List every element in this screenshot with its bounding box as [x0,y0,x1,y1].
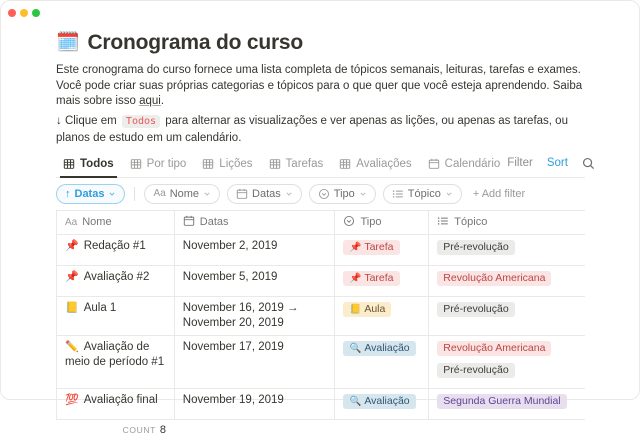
hint-suffix: para alternar as visualizações e ver apenas as lições, ou apenas as tarefas, ou planos de estudo em um calendário. [56,114,568,144]
tab-label: Avaliações [356,157,412,170]
tag-revolucao-americana [437,341,551,356]
calendar-icon [236,188,248,200]
tag-pre-revolucao [437,302,514,317]
column-header-nome[interactable] [57,211,175,234]
table-row [56,336,585,389]
filter-bar-divider [134,187,135,201]
chevron-down-icon [285,190,293,198]
filter-chip-topico[interactable] [383,184,462,204]
todos-code-chip: Todos [122,115,160,128]
select-icon [318,188,330,200]
select-icon [343,215,355,230]
filter-chip-nome[interactable] [144,184,220,204]
tag-emoji-icon: 📌 [349,241,362,253]
column-header-datas[interactable] [175,211,336,234]
sort-arrow-up-icon: ↑ [65,187,71,200]
database-table [56,210,585,440]
table-icon [63,158,75,170]
tag-emoji-icon: 📒 [349,303,362,315]
view-toolbar [507,157,595,177]
cell-name[interactable] [57,266,175,296]
tab-licoes[interactable] [195,154,259,177]
tag-label: Aula [364,302,386,315]
cell-topico[interactable] [429,389,585,419]
page-title-text: Cronograma do curso [87,31,304,54]
tab-label: Tarefas [285,157,324,170]
column-header-label: Nome [82,216,112,228]
tag-avaliacao [343,341,415,356]
zoom-button[interactable] [32,9,40,17]
filter-button[interactable]: Filter [507,157,533,169]
calendar-icon [183,215,195,230]
tag-label: Revolução Americana [443,341,546,354]
column-header-topico[interactable] [429,211,585,234]
column-header-tipo[interactable] [335,211,429,234]
tab-por-tipo[interactable] [123,154,194,177]
tag-pre-revolucao [437,363,514,378]
close-button[interactable] [8,9,16,17]
count-label: COUNT [122,424,156,435]
row-title[interactable]: Avaliação de meio de período #1 [65,340,165,368]
filter-chip-label: Tipo [333,187,355,200]
view-tab-bar [56,154,585,178]
cell-tipo[interactable] [335,235,429,265]
view-tabs [56,154,507,177]
cell-topico[interactable] [429,297,585,335]
filter-bar [56,184,585,204]
table-header-row [56,210,585,235]
date-value: November 5, 2019 [182,270,278,283]
tab-label: Calendário [444,157,501,170]
tag-label: Pré-revolução [443,363,509,376]
cell-name[interactable] [57,297,175,335]
table-icon [339,158,351,170]
filter-chip-tipo[interactable] [309,184,376,204]
tag-pre-revolucao [437,240,514,255]
text-property-icon: Aa [65,217,78,228]
table-footer [56,420,585,440]
hint-prefix: ↓ Clique em [56,114,120,127]
row-title[interactable]: Redação #1 [83,239,146,252]
table-icon [202,158,214,170]
row-emoji-icon: 📌 [65,270,79,283]
search-icon[interactable] [582,157,595,170]
filter-chip-label: Tópico [407,187,441,200]
tag-aula [343,302,391,317]
sort-button[interactable]: Sort [546,157,568,169]
cell-topico[interactable] [429,336,585,388]
tag-label: Avaliação [364,341,410,354]
saiba-mais-link[interactable]: aqui [139,95,161,107]
cell-dates[interactable] [175,297,336,335]
column-header-label: Tópico [454,216,488,228]
text-property-icon: Aa [153,188,166,199]
add-filter-button[interactable]: + Add filter [472,187,526,200]
table-icon [269,158,281,170]
tag-label: Tarefa [364,240,394,253]
tag-revolucao-americana [437,271,551,286]
calendar-icon [428,158,440,170]
chevron-down-icon [445,190,453,198]
table-icon [130,158,142,170]
row-title[interactable]: Avaliação #2 [83,270,150,283]
intro-period: . [160,95,165,107]
tag-emoji-icon: 🔍 [349,395,362,407]
cell-tipo[interactable] [335,297,429,335]
cell-tipo[interactable] [335,336,429,388]
row-title[interactable]: Avaliação final [83,393,158,406]
hint-paragraph [56,113,585,147]
row-emoji-icon: 📌 [65,239,79,252]
multiselect-icon [437,215,449,230]
window-titlebar [0,0,640,26]
cell-name[interactable] [57,235,175,265]
filter-chip-label: Nome [169,187,200,200]
cell-topico[interactable] [429,235,585,265]
tab-label: Por tipo [146,157,187,170]
count-value: 8 [159,423,166,436]
sort-chip-datas[interactable] [56,184,125,204]
intro-paragraph-2 [56,79,585,110]
spiral-calendar-icon[interactable]: 🗓️ [56,32,80,53]
tag-label: Pré-revolução [443,240,509,253]
tab-avaliacoes[interactable] [332,154,418,177]
table-row [56,389,585,420]
table-body [56,235,585,420]
tag-label: Avaliação [364,394,410,407]
date-value: November 19, 2019 [182,393,284,406]
table-row [56,235,585,266]
cell-dates[interactable] [175,389,336,419]
date-value: November 17, 2019 [182,340,284,353]
tag-segunda-guerra-mundial [437,394,566,409]
cell-topico[interactable] [429,266,585,296]
cell-dates[interactable] [175,235,336,265]
column-header-label: Tipo [360,216,382,228]
multiselect-icon [392,188,404,200]
tab-label: Lições [219,157,253,170]
page-title [56,30,585,56]
tag-label: Pré-revolução [443,302,509,315]
cell-tipo[interactable] [335,389,429,419]
property-chips [144,184,461,204]
chevron-down-icon [108,190,116,198]
row-emoji-icon: 📒 [65,301,79,314]
chevron-down-icon [359,190,367,198]
cell-dates[interactable] [175,266,336,296]
tag-label: Tarefa [364,271,394,284]
row-title[interactable]: Aula 1 [83,301,117,314]
table-row [56,266,585,297]
tag-avaliacao [343,394,415,409]
tag-label: Segunda Guerra Mundial [443,394,561,407]
tab-calendario[interactable] [421,154,508,177]
tab-tarefas[interactable] [262,154,331,177]
chevron-down-icon [203,190,211,198]
sort-chip-label: Datas [74,187,105,200]
cell-tipo[interactable] [335,266,429,296]
filter-chip-label: Datas [252,187,281,200]
tag-label: Revolução Americana [443,271,546,284]
cell-name[interactable] [57,389,175,419]
tag-tarefa [343,271,399,286]
tab-label: Todos [80,157,114,170]
minimize-button[interactable] [20,9,28,17]
row-emoji-icon: ✏️ [65,340,79,353]
tag-emoji-icon: 🔍 [349,342,362,354]
tab-todos[interactable] [56,154,121,177]
intro-paragraph-1: Este cronograma do curso fornece uma lista completa de tópicos semanais, leituras, tarefas e exames. [56,64,581,76]
row-emoji-icon: 💯 [65,393,79,406]
cell-name[interactable] [57,336,175,388]
cell-dates[interactable] [175,336,336,388]
date-value: November 16, 2019 → November 20, 2019 [182,301,299,329]
table-row [56,297,585,336]
filter-chip-datas[interactable] [227,184,302,204]
tag-tarefa [343,240,399,255]
date-value: November 2, 2019 [182,239,278,252]
count-button[interactable] [56,420,174,440]
column-header-label: Datas [199,216,229,228]
tag-emoji-icon: 📌 [349,272,362,284]
intro-text: Você pode criar suas próprias categorias e tópicos para o que quer que você esteja aprendendo. Saiba mais sobre isso [56,79,583,107]
